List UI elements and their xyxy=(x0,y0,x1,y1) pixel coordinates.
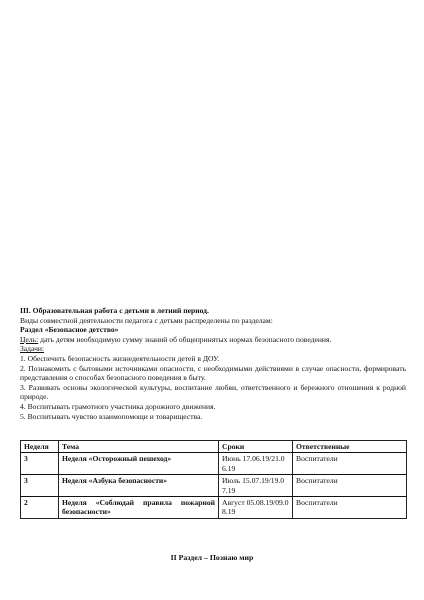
week-cell: 3 xyxy=(21,475,59,497)
next-section-heading: II Раздел – Познаю мир xyxy=(170,553,254,562)
goal-line xyxy=(20,335,406,345)
table-row xyxy=(21,497,407,519)
header-topic: Тема xyxy=(59,441,219,453)
header-responsible: Ответственные xyxy=(293,441,407,453)
dates-cell: Август 05.08.19/09.08.19 xyxy=(219,497,293,519)
dates-cell: Июнь 17.06.19/21.06.19 xyxy=(219,453,293,475)
schedule-table xyxy=(20,440,407,519)
task-item-3: 3. Развивать основы экологической культуры, воспитание любви, ответственного и бережного отношения к родной природе. xyxy=(20,382,406,402)
goal-label: Цель: xyxy=(20,334,39,344)
section-heading: III. Образовательная работа с детьми в летний период. xyxy=(20,306,209,315)
header-week: Неделя xyxy=(21,441,59,453)
task-item-4: 4. Воспитывать грамотного участника дорожного движения. xyxy=(20,401,216,411)
intro-text: Виды совместной деятельности педагога с детьми распределены по разделам: xyxy=(20,315,273,325)
table-header-row xyxy=(21,441,407,453)
table-row xyxy=(21,475,407,497)
task-item-1: 1. Обеспечить безопасность жизнедеятельности детей в ДОУ. xyxy=(20,353,220,363)
section-title: Раздел «Безопасное детство» xyxy=(20,325,119,335)
table-row xyxy=(21,453,407,475)
responsible-cell: Воспитатели xyxy=(293,475,407,497)
week-cell: 3 xyxy=(21,453,59,475)
topic-cell: Неделя «Соблюдай правила пожарной безопасности» xyxy=(59,497,219,519)
header-dates: Сроки xyxy=(219,441,293,453)
responsible-cell: Воспитатели xyxy=(293,497,407,519)
dates-cell: Июль 15.07.19/19.07.19 xyxy=(219,475,293,497)
topic-cell: Неделя «Осторожный пешеход» xyxy=(59,453,219,475)
goal-text: дать детям необходимую сумму знаний об общепринятых нормах безопасного поведения. xyxy=(38,334,332,344)
week-cell: 2 xyxy=(21,497,59,519)
task-item-2: 2. Познакомить с бытовыми источниками опасности, с необходимыми действиями в случае опасности, формировать представления о способах безопасного поведения в быту. xyxy=(20,363,406,383)
task-item-5: 5. Воспитывать чувство взаимопомощи и товарищества. xyxy=(20,411,203,421)
topic-cell: Неделя «Азбука безопасности» xyxy=(59,475,219,497)
tasks-label: Задачи: xyxy=(20,344,45,354)
section-content xyxy=(20,306,406,421)
responsible-cell: Воспитатели xyxy=(293,453,407,475)
